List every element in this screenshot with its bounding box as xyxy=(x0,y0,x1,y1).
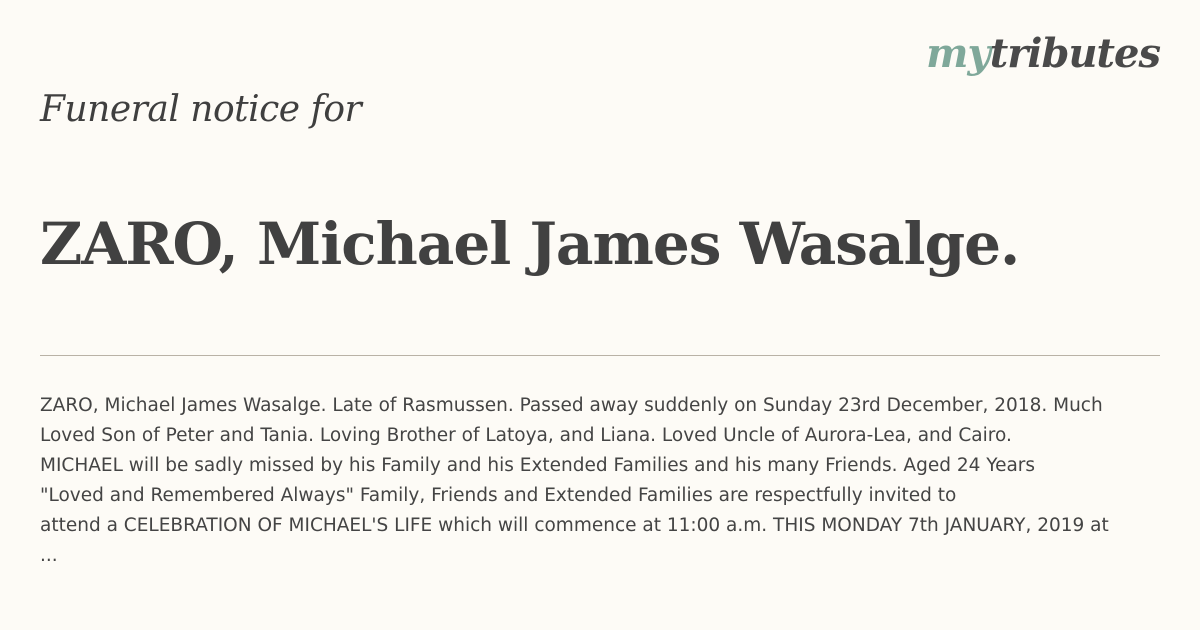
deceased-name: ZARO, Michael James Wasalge. xyxy=(40,210,1020,278)
mytributes-logo[interactable] xyxy=(926,30,1160,77)
notice-text: ZARO, Michael James Wasalge. Late of Rasmussen. Passed away suddenly on Sunday 23rd December, 2018. Much Loved Son of Peter and Tania. Loving Brother of Latoya, and Liana. Loved Uncle of Aurora-Lea, and Cairo. MICHAEL will be sadly missed by his Family and his Extended Families and his many Friends. Aged 24 Years "Loved and Remembered Always" Family, Friends and Extended Families are respectfully invited to attend a CELEBRATION OF MICHAEL'S LIFE which will commence at 11:00 a.m. THIS MONDAY 7th JANUARY, 2019 at ... xyxy=(40,395,1109,566)
logo-my-text: my xyxy=(926,30,990,77)
notice-subtitle: Funeral notice for xyxy=(40,89,362,130)
divider xyxy=(40,355,1160,356)
logo-tributes-text: tributes xyxy=(989,30,1160,77)
